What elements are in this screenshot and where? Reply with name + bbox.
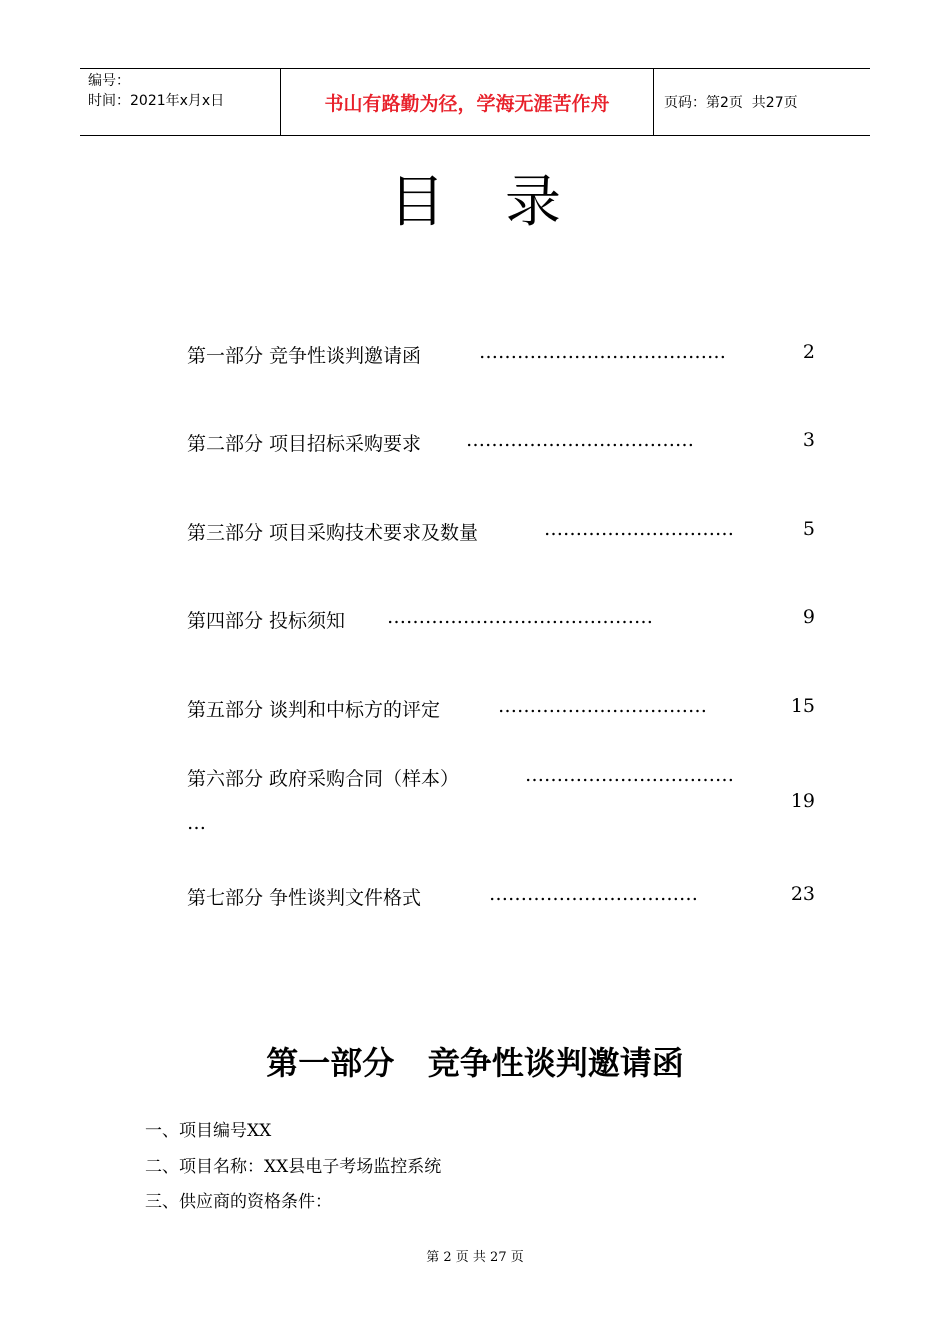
toc-entry-page: 23 bbox=[790, 883, 815, 905]
header-page-info bbox=[654, 69, 870, 135]
toc-entry-label: 第四部分 投标须知 bbox=[187, 610, 346, 632]
toc-entry-4[interactable] bbox=[187, 606, 815, 636]
toc-entry-dots: ……………………………… bbox=[466, 429, 694, 451]
page-info-text: 页码：第2页 共27页 bbox=[664, 95, 798, 111]
section-title: 第一部分 竞争性谈判邀请函 bbox=[266, 1044, 684, 1082]
toc-entry-6[interactable] bbox=[187, 764, 815, 812]
toc-entry-label: 第五部分 谈判和中标方的评定 bbox=[187, 699, 441, 721]
toc-entry-1[interactable] bbox=[187, 341, 815, 371]
header-meta bbox=[80, 69, 281, 135]
toc-entry-page: 19 bbox=[790, 790, 815, 812]
toc-entry-6-dots-continued: … bbox=[187, 812, 206, 834]
toc-entry-label: 第三部分 项目采购技术要求及数量 bbox=[187, 522, 479, 544]
toc-entry-dots: …………………………… bbox=[489, 883, 698, 905]
toc-entry-label: 第六部分 政府采购合同（样本） bbox=[187, 768, 460, 790]
time-label: 时间：2021年x月x日 bbox=[88, 93, 225, 109]
toc-entry-dots: ………………………… bbox=[544, 518, 734, 540]
toc-entry-page: 9 bbox=[802, 606, 815, 628]
toc-entry-label: 第二部分 项目招标采购要求 bbox=[187, 433, 422, 455]
motto-text: 书山有路勤为径，学海无涯苦作舟 bbox=[324, 92, 610, 115]
toc-entry-3[interactable] bbox=[187, 518, 815, 548]
number-label: 编号： bbox=[88, 73, 130, 89]
section-item-project-name: 二、项目名称：XX县电子考场监控系统 bbox=[145, 1157, 442, 1177]
toc-entry-dots: …………………………………… bbox=[387, 606, 653, 628]
header-motto bbox=[281, 69, 654, 135]
toc-entry-page: 2 bbox=[802, 341, 815, 363]
toc-entry-2[interactable] bbox=[187, 429, 815, 459]
toc-entry-label: 第一部分 竞争性谈判邀请函 bbox=[187, 345, 422, 367]
toc-entry-page: 5 bbox=[802, 518, 815, 540]
toc-entry-label: 第七部分 争性谈判文件格式 bbox=[187, 887, 422, 909]
page-footer: 第 2 页 共 27 页 bbox=[426, 1250, 524, 1265]
section-item-project-number: 一、项目编号XX bbox=[145, 1121, 272, 1141]
toc-title: 目录 bbox=[389, 170, 621, 235]
section-item-qualifications: 三、供应商的资格条件： bbox=[145, 1192, 332, 1212]
toc-entry-5[interactable] bbox=[187, 695, 815, 725]
toc-entry-page: 3 bbox=[802, 429, 815, 451]
toc-entry-7[interactable] bbox=[187, 883, 815, 913]
toc-entry-dots: …………………………… bbox=[525, 764, 734, 786]
toc-entry-page: 15 bbox=[790, 695, 815, 717]
toc-entry-dots: …………………………… bbox=[498, 695, 707, 717]
document-header bbox=[80, 68, 870, 136]
toc-entry-dots: ………………………………… bbox=[479, 341, 726, 363]
